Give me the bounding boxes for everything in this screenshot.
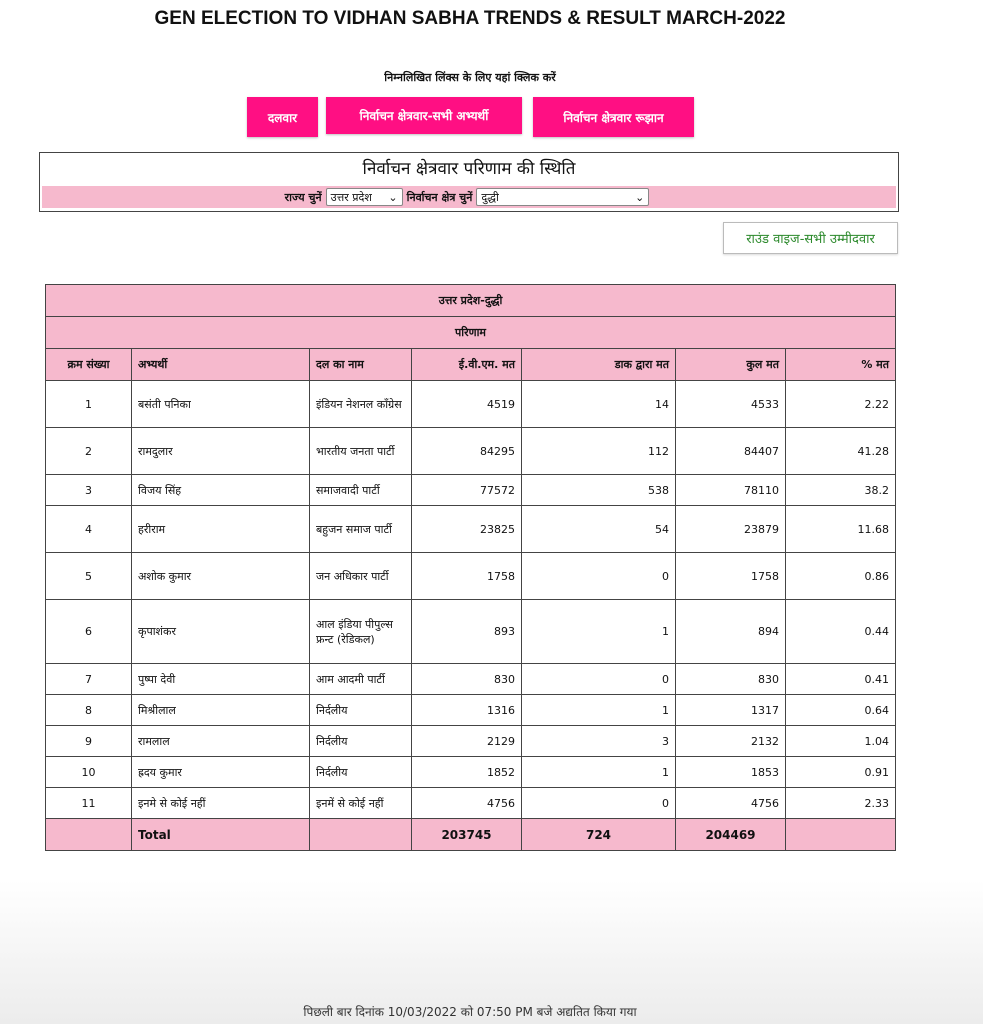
column-header: ई.वी.एम. मत	[412, 349, 522, 381]
total-votes-cell: 1758	[676, 553, 786, 600]
postal-votes-cell: 112	[522, 428, 676, 475]
total-empty-cell	[46, 819, 132, 851]
vote-percent-cell: 2.33	[786, 788, 896, 819]
column-header: % मत	[786, 349, 896, 381]
evm-votes-cell: 1758	[412, 553, 522, 600]
table-row	[46, 428, 896, 475]
serial-cell: 1	[46, 381, 132, 428]
postal-votes-cell: 0	[522, 788, 676, 819]
postal-votes-cell: 0	[522, 553, 676, 600]
postal-votes-cell: 538	[522, 475, 676, 506]
candidate-cell: अशोक कुमार	[132, 553, 310, 600]
table-row	[46, 475, 896, 506]
page-title: GEN ELECTION TO VIDHAN SABHA TRENDS & RESULT MARCH-2022	[154, 8, 786, 29]
links-caption: निम्नलिखित लिंक्स के लिए यहां क्लिक करें	[384, 71, 556, 84]
evm-votes-cell: 23825	[412, 506, 522, 553]
evm-votes-cell: 84295	[412, 428, 522, 475]
evm-votes-cell: 4756	[412, 788, 522, 819]
postal-votes-cell: 1	[522, 757, 676, 788]
evm-votes-cell: 2129	[412, 726, 522, 757]
state-label: राज्य चुनें	[284, 190, 322, 204]
candidate-cell: कृपाशंकर	[132, 600, 310, 664]
candidate-cell: ह्रदय कुमार	[132, 757, 310, 788]
serial-cell: 4	[46, 506, 132, 553]
table-row	[46, 664, 896, 695]
candidate-cell: मिश्रीलाल	[132, 695, 310, 726]
serial-cell: 8	[46, 695, 132, 726]
postal-votes-cell: 3	[522, 726, 676, 757]
candidate-cell: रामलाल	[132, 726, 310, 757]
total-label: Total	[132, 819, 310, 851]
vote-percent-cell: 0.41	[786, 664, 896, 695]
total-row	[46, 819, 896, 851]
table-row	[46, 757, 896, 788]
serial-cell: 9	[46, 726, 132, 757]
serial-cell: 11	[46, 788, 132, 819]
vote-percent-cell: 0.64	[786, 695, 896, 726]
serial-cell: 2	[46, 428, 132, 475]
total-votes-cell: 894	[676, 600, 786, 664]
party-cell: भारतीय जनता पार्टी	[310, 428, 412, 475]
postal-votes-cell: 14	[522, 381, 676, 428]
total-votes-cell: 2132	[676, 726, 786, 757]
state-select-value: उत्तर प्रदेश	[330, 190, 372, 204]
vote-percent-cell: 0.44	[786, 600, 896, 664]
party-cell: निर्दलीय	[310, 757, 412, 788]
postal-votes-cell: 1	[522, 695, 676, 726]
evm-votes-cell: 893	[412, 600, 522, 664]
total-votes-cell: 84407	[676, 428, 786, 475]
last-updated-footer: पिछली बार दिनांक 10/03/2022 को 07:50 PM बजे अद्यतित किया गया	[303, 1005, 637, 1019]
vote-percent-cell: 1.04	[786, 726, 896, 757]
table-row	[46, 788, 896, 819]
table-row	[46, 695, 896, 726]
table-row	[46, 600, 896, 664]
total-votes-cell: 830	[676, 664, 786, 695]
partywise-button[interactable]: दलवार	[247, 97, 318, 137]
candidate-cell: हरीराम	[132, 506, 310, 553]
constituency-label: निर्वाचन क्षेत्र चुनें	[406, 190, 473, 204]
postal-votes-cell: 1	[522, 600, 676, 664]
total-votes-cell: 23879	[676, 506, 786, 553]
column-header: दल का नाम	[310, 349, 412, 381]
serial-cell: 3	[46, 475, 132, 506]
evm-votes-cell: 1316	[412, 695, 522, 726]
candidate-cell: इनमे से कोई नहीं	[132, 788, 310, 819]
evm-votes-cell: 4519	[412, 381, 522, 428]
roundwise-all-candidates-button[interactable]: राउंड वाइज-सभी उम्मीदवार	[723, 222, 898, 254]
constituency-select-value: दुद्धी	[481, 190, 499, 204]
candidate-cell: विजय सिंह	[132, 475, 310, 506]
total-votes-cell: 78110	[676, 475, 786, 506]
candidate-cell: पुष्पा देवी	[132, 664, 310, 695]
total-postal-votes: 724	[522, 819, 676, 851]
table-row	[46, 553, 896, 600]
chevron-down-icon: ⌄	[388, 190, 398, 204]
vote-percent-cell: 11.68	[786, 506, 896, 553]
party-cell: आल इंडिया पीपुल्स फ्रन्ट (रेडिकल)	[310, 600, 412, 664]
constituency-status-panel	[39, 152, 899, 212]
total-votes-cell: 4533	[676, 381, 786, 428]
results-table	[45, 284, 896, 851]
status-title: निर्वाचन क्षेत्रवार परिणाम की स्थिति	[362, 159, 576, 179]
serial-cell: 7	[46, 664, 132, 695]
vote-percent-cell: 41.28	[786, 428, 896, 475]
party-cell: जन अधिकार पार्टी	[310, 553, 412, 600]
serial-cell: 6	[46, 600, 132, 664]
evm-votes-cell: 77572	[412, 475, 522, 506]
column-header: डाक द्वारा मत	[522, 349, 676, 381]
total-votes-cell: 4756	[676, 788, 786, 819]
party-cell: निर्दलीय	[310, 726, 412, 757]
vote-percent-cell: 0.86	[786, 553, 896, 600]
column-header: क्रम संख्या	[46, 349, 132, 381]
party-cell: इंडियन नेशनल कॉंग्रेस	[310, 381, 412, 428]
constituency-select[interactable]	[476, 188, 649, 206]
postal-votes-cell: 0	[522, 664, 676, 695]
table-row	[46, 381, 896, 428]
total-empty-cell	[310, 819, 412, 851]
table-row	[46, 506, 896, 553]
party-cell: निर्दलीय	[310, 695, 412, 726]
evm-votes-cell: 1852	[412, 757, 522, 788]
total-votes: 204469	[676, 819, 786, 851]
column-header: कुल मत	[676, 349, 786, 381]
postal-votes-cell: 54	[522, 506, 676, 553]
vote-percent-cell: 2.22	[786, 381, 896, 428]
serial-cell: 5	[46, 553, 132, 600]
total-empty-cell	[786, 819, 896, 851]
vote-percent-cell: 38.2	[786, 475, 896, 506]
constituencywise-trends-button[interactable]: निर्वाचन क्षेत्रवार रूझान	[533, 97, 694, 137]
selection-bar	[42, 186, 896, 208]
table-caption: उत्तर प्रदेश-दुद्धी	[46, 285, 896, 317]
column-header-row	[46, 349, 896, 381]
party-cell: इनमें से कोई नहीं	[310, 788, 412, 819]
total-votes-cell: 1853	[676, 757, 786, 788]
candidate-cell: रामदुलार	[132, 428, 310, 475]
table-subcaption: परिणाम	[46, 317, 896, 349]
party-cell: आम आदमी पार्टी	[310, 664, 412, 695]
chevron-down-icon: ⌄	[635, 190, 645, 204]
vote-percent-cell: 0.91	[786, 757, 896, 788]
serial-cell: 10	[46, 757, 132, 788]
candidate-cell: बसंती पनिका	[132, 381, 310, 428]
evm-votes-cell: 830	[412, 664, 522, 695]
column-header: अभ्यर्थी	[132, 349, 310, 381]
state-select[interactable]	[326, 188, 403, 206]
table-row	[46, 726, 896, 757]
total-evm-votes: 203745	[412, 819, 522, 851]
total-votes-cell: 1317	[676, 695, 786, 726]
party-cell: बहुजन समाज पार्टी	[310, 506, 412, 553]
party-cell: समाजवादी पार्टी	[310, 475, 412, 506]
constituencywise-all-candidates-button[interactable]: निर्वाचन क्षेत्रवार-सभी अभ्यर्थी	[326, 97, 522, 134]
